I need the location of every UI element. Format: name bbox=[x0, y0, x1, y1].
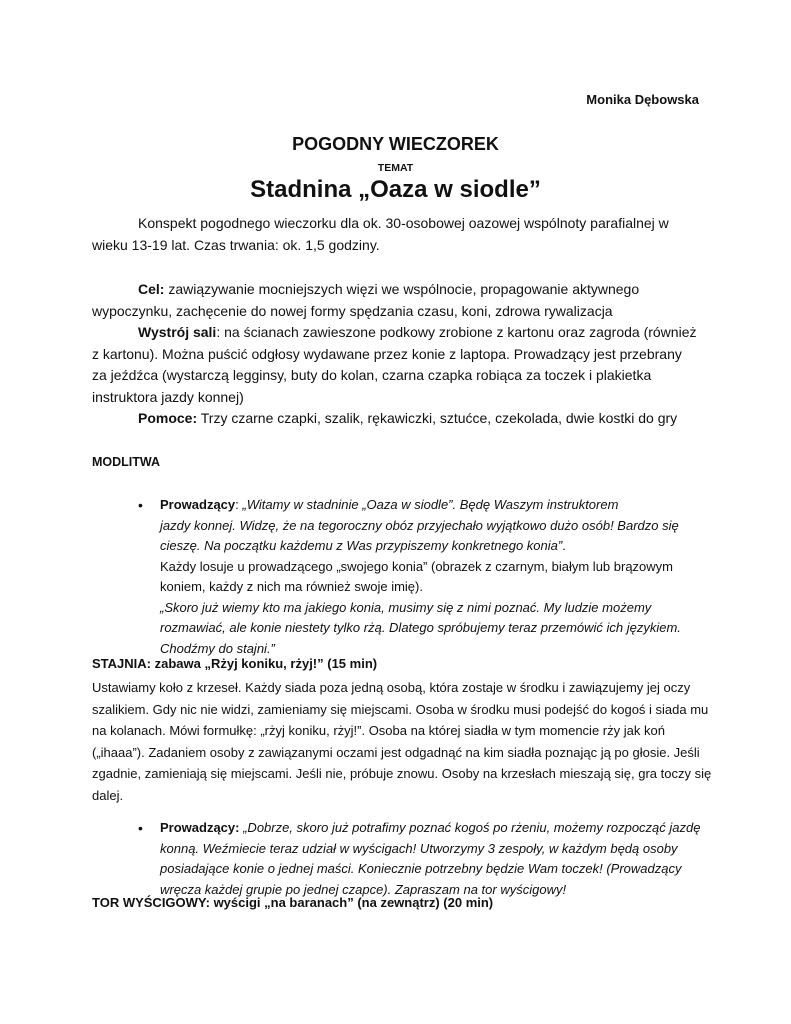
speaker-label: Prowadzący: bbox=[160, 820, 240, 835]
speech-end: . bbox=[562, 538, 566, 553]
stajnia-line: na kolanach. Mówi formułkę: „rżyj koniku, rżyj!”. Osoba na której siadła w tym momencie rży jak koń bbox=[92, 723, 665, 738]
wystroj-paragraph bbox=[92, 322, 702, 344]
cel-text-continued: wypoczynku, zachęcenie do nowej formy spędzania czasu, koni, zdrowa rywalizacja bbox=[92, 302, 613, 319]
wystroj-text-line: za jeźdźca (wystarczą legginsy, buty do kolan, czarna czapka robiąca za toczek i plakietka bbox=[92, 367, 652, 383]
pomoce-text: Trzy czarne czapki, szalik, rękawiczki, sztućce, czekolada, dwie kostki do gry bbox=[197, 410, 678, 426]
speech-text: „Dobrze, skoro już potrafimy poznać kogoś po rżeniu, możemy rozpocząć jazdę bbox=[239, 820, 701, 835]
stajnia-line: szalikiem. Gdy nic nie widzi, zamieniamy się miejscami. Osoba w środku musi podejść do kogoś i siada mu bbox=[92, 701, 709, 717]
cel-paragraph bbox=[92, 279, 702, 301]
theme-label: TEMAT bbox=[377, 162, 414, 174]
speech-text: „Skoro już wiemy kto ma jakiego konia, musimy się z nimi poznać. My ludzie możemy bbox=[160, 599, 652, 615]
instruction-text: Każdy losuje u prowadzącego „swojego konia” (obrazek z czarnym, białym lub brązowym bbox=[160, 558, 674, 574]
wystroj-text-line: z kartonu). Można puścić odgłosy wydawane przez konie z laptopa. Prowadzący jest przebrany bbox=[92, 345, 682, 362]
cel-text: zawiązywanie mocniejszych więzi we wspólnocie, propagowanie aktywnego bbox=[164, 281, 640, 297]
speech-text: rozmawiać, ale konie niestety tylko rżą. Dlatego spróbujemy teraz przemówić ich językiem. bbox=[160, 620, 681, 635]
speech-text: Chodźmy do stajni.” bbox=[160, 640, 275, 656]
bullet-item bbox=[138, 495, 705, 659]
wystroj-text: : na ścianach zawieszone podkowy zrobione z kartonu oraz zagroda (również bbox=[216, 324, 697, 340]
stajnia-description bbox=[92, 677, 712, 806]
speaker-label: Prowadzący bbox=[160, 497, 236, 512]
intro-line: wieku 13-19 lat. Czas trwania: ok. 1,5 godziny. bbox=[92, 236, 380, 253]
pomoce-paragraph bbox=[92, 408, 702, 430]
tor-heading: TOR WYŚCIGOWY: wyścigi „na baranach” (na zewnątrz) (20 min) bbox=[92, 895, 494, 910]
stajnia-line: zgadnie, zamieniają się miejscami. Jeśli nie, próbuje znowu. Osoby na krzesłach mieszają się, gra toczy się bbox=[92, 766, 712, 781]
bullet-icon: • bbox=[138, 497, 143, 513]
document-title: POGODNY WIECZOREK bbox=[292, 134, 499, 154]
speaker-colon: : bbox=[235, 497, 243, 512]
details-section bbox=[92, 279, 702, 430]
speech-text: „Witamy w stadninie „Oaza w siodle”. Będę Waszym instruktorem bbox=[242, 497, 619, 512]
author-name: Monika Dębowska bbox=[586, 92, 699, 107]
stajnia-heading: STAJNIA: zabawa „Rżyj koniku, rżyj!” (15 min) bbox=[92, 656, 378, 671]
modlitwa-heading: MODLITWA bbox=[92, 455, 161, 469]
speech-text: cieszę. Na początku każdemu z Was przypiszemy konkretnego konia” bbox=[160, 538, 563, 553]
theme-title: Stadnina „Oaza w siodle” bbox=[250, 176, 541, 203]
intro-line: Konspekt pogodnego wieczorku dla ok. 30-osobowej oazowej wspólnoty parafialnej w bbox=[138, 215, 669, 231]
bullet-icon: • bbox=[138, 820, 143, 836]
wystroj-label: Wystrój sali bbox=[138, 324, 217, 340]
stajnia-line: dalej. bbox=[92, 787, 124, 803]
wystroj-text-line: instruktora jazdy konnej) bbox=[92, 388, 244, 405]
cel-label: Cel: bbox=[138, 281, 165, 297]
speech-text: jazdy konnej. Widzę, że na tegoroczny obóz przyjechało wyjątkowo dużo osób! Bardzo się bbox=[160, 517, 679, 533]
bullet-item bbox=[138, 818, 705, 900]
instruction-text: koniem, każdy z nich ma również swoje imię). bbox=[160, 579, 423, 594]
speech-text: wręcza każdej grupie po jednej czapce). Zapraszam na tor wyścigowy! bbox=[160, 881, 567, 897]
speech-text: posiadające konie o jednej maści. Koniecznie potrzebny będzie Wam toczek! (Prowadzący bbox=[160, 861, 682, 876]
intro-paragraph bbox=[92, 213, 702, 256]
speech-text: konną. Weźmiecie teraz udział w wyścigach! Utworzymy 3 zespoły, w każdym będą osoby bbox=[160, 840, 678, 856]
stajnia-line: Ustawiamy koło z krzeseł. Każdy siada poza jedną osobą, która zostaje w środku i zawiązujemy jej oczy bbox=[92, 680, 691, 695]
stajnia-line: („ihaaa”). Zadaniem osoby z zawiązanymi oczami jest odgadnąć na kim siadła poznając ją po głosie. Jeśli bbox=[92, 744, 700, 760]
pomoce-label: Pomoce: bbox=[138, 410, 198, 426]
